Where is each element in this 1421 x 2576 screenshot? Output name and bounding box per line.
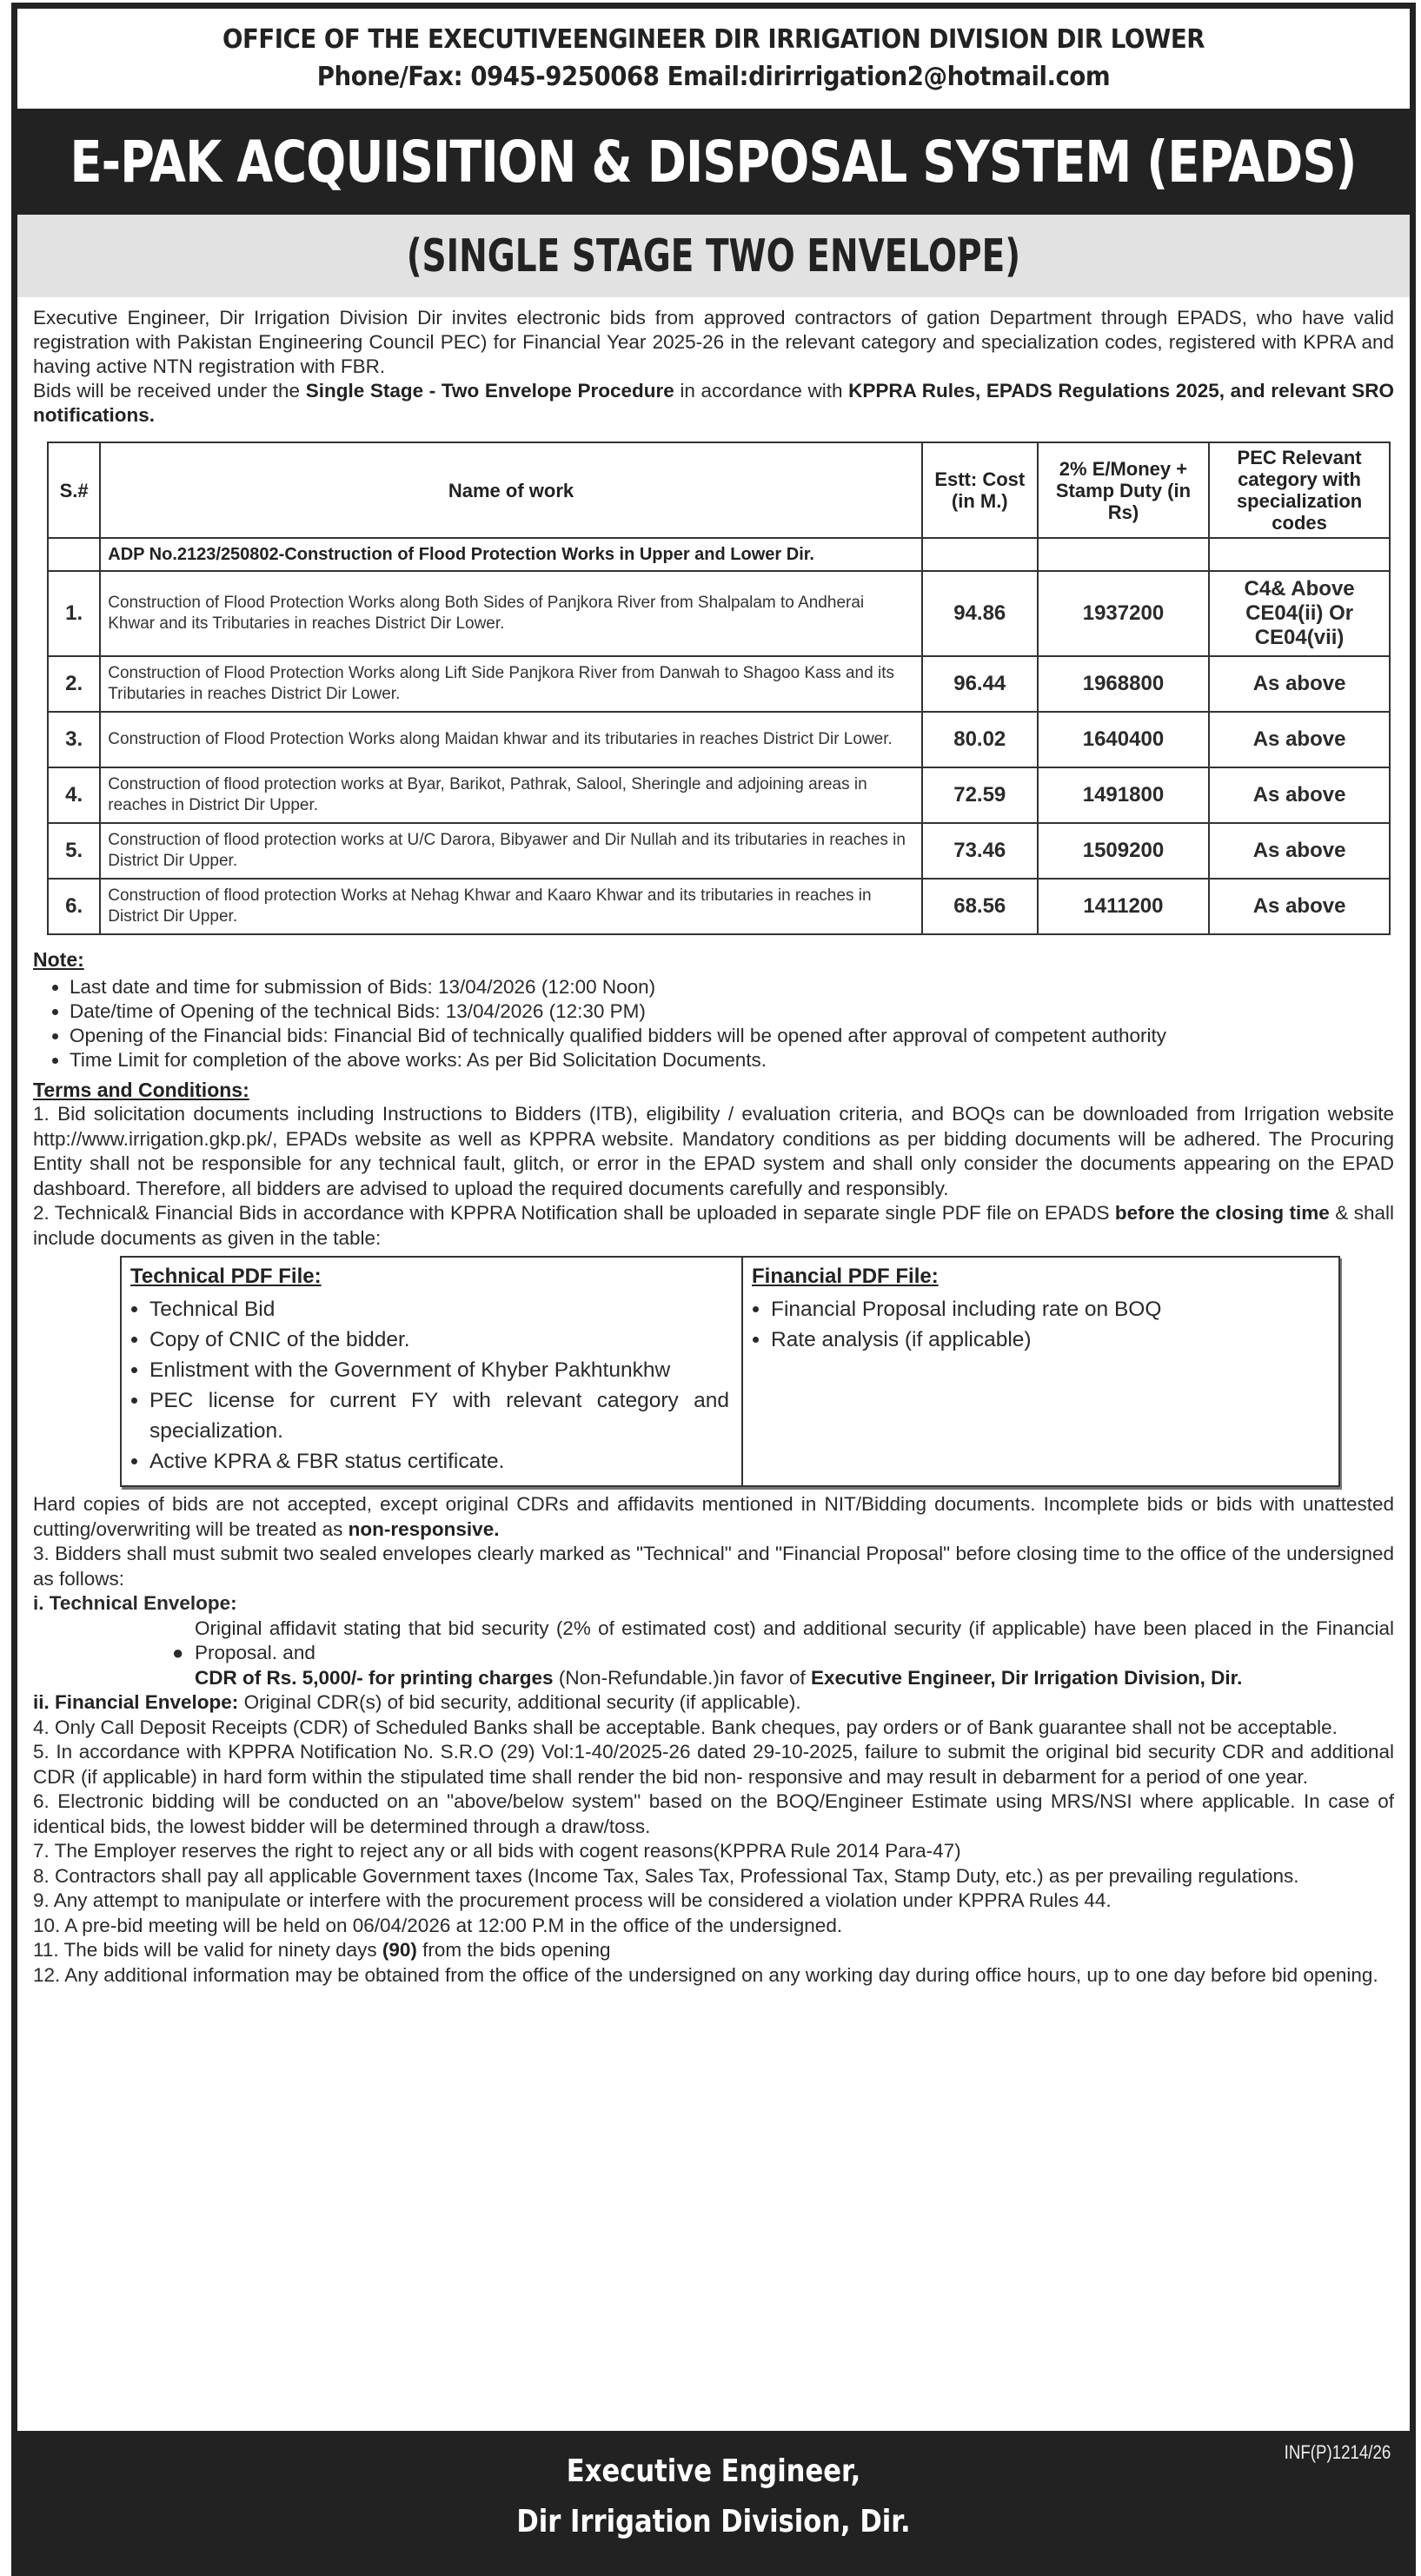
financial-pdf-item: • Rate analysis (if applicable) (771, 1325, 1326, 1355)
office-header (17, 9, 1410, 109)
note-item: • Opening of the Financial bids: Financial Bid of technically qualified bidders will be opened after approval of competent authority (70, 1024, 1394, 1048)
col-header-pec: PEC Relevant category with specialization codes (1209, 442, 1390, 538)
advertisement-frame (11, 3, 1416, 2576)
term-3: 3. Bidders shall must submit two sealed envelopes clearly marked as "Technical" and "Financial Proposal" before closing time to the office of the undersigned as follows: (33, 1543, 1394, 1590)
technical-pdf-item: • Technical Bid (149, 1294, 729, 1325)
office-contact: Phone/Fax: 0945-9250068 Email:dirirrigation2@hotmail.com (316, 62, 1111, 92)
notice-body (17, 297, 1410, 1988)
terms-section (33, 1102, 1394, 1988)
procedure-title: (SINGLE STAGE TWO ENVELOPE) (406, 229, 1021, 282)
adp-row (48, 538, 1390, 571)
col-header-money: 2% E/Money + Stamp Duty (in Rs) (1038, 442, 1209, 538)
reference-number: INF(P)1214/26 (1284, 2441, 1391, 2463)
terms-heading: Terms and Conditions: (33, 1079, 249, 1101)
table-row: 2. Construction of Flood Protection Works along Lift Side Panjkora River from Danwah to Shagoo Kass and its Tributaries in reaches District Dir Lower. 96.44 1968800 As above (48, 656, 1390, 712)
table-header-row (48, 442, 1390, 538)
term-9: 9. Any attempt to manipulate or interfere with the procurement process will be considered a violation under KPPRA Rules 44. (33, 1889, 1112, 1911)
term-4: 4. Only Call Deposit Receipts (CDR) of Scheduled Banks shall be acceptable. Bank cheques, pay orders or of Bank guarantee shall not be acceptable. (33, 1716, 1338, 1738)
technical-envelope-heading: i. Technical Envelope: (33, 1592, 237, 1614)
col-header-sn: S.# (48, 442, 100, 538)
financial-envelope-paragraph: ii. Financial Envelope: Original CDR(s) of bid security, additional security (if applicable). (33, 1691, 801, 1713)
notes-list (33, 975, 1394, 1072)
signatory-title: Executive Engineer, (566, 2453, 861, 2489)
term-2: 2. Technical& Financial Bids in accordance with KPPRA Notification shall be uploaded in separate single PDF file on EPADS before the closing time & shall include documents as given in the table: (33, 1202, 1394, 1249)
epads-banner (17, 109, 1410, 215)
col-header-cost: Estt: Cost (in M.) (922, 442, 1038, 538)
technical-pdf-column (122, 1258, 743, 1485)
intro-paragraph: Executive Engineer, Dir Irrigation Division Dir invites electronic bids from approved contractors of gation Department through EPADS, who have valid registration with Pakistan Engineering Council PEC) for Financial Year 2025-26 in the relevant category and specialization codes, registered with KPRA and having active NTN registration with FBR. Bids will be received under the Single Stage - Two Envelope Procedure in accordance with KPPRA Rules, EPADS Regulations 2025, and relevant SRO notifications. (33, 307, 1394, 426)
financial-pdf-item: • Financial Proposal including rate on BOQ (771, 1294, 1326, 1325)
signatory-office: Dir Irrigation Division, Dir. (516, 2504, 911, 2539)
technical-envelope-item: ● Original affidavit stating that bid security (2% of estimated cost) and additional security (if applicable) have been placed in the Financial Proposal. and CDR of Rs. 5,000/- for printing charges (Non-Refundable.)in favor of Executive Engineer, Dir Irrigation Division, Dir. (172, 1617, 1394, 1691)
col-header-name: Name of work (100, 442, 922, 538)
banner-title: E-PAK ACQUISITION & DISPOSAL SYSTEM (EPADS) (70, 128, 1358, 196)
table-row: 1. Construction of Flood Protection Works along Both Sides of Panjkora River from Shalpalam to Andherai Khwar and its Tributaries in reaches District Dir Lower. 94.86 1937200 C4& Above CE04(ii) Or CE04(vii) (48, 571, 1390, 656)
notes-heading: Note: (33, 948, 84, 971)
term-10: 10. A pre-bid meeting will be held on 06/04/2026 at 12:00 P.M in the office of the undersigned. (33, 1914, 843, 1936)
hardcopy-paragraph: Hard copies of bids are not accepted, except original CDRs and affidavits mentioned in NIT/Bidding documents. Incomplete bids or bids with unattested cutting/overwriting will be treated as non-responsive. (33, 1493, 1394, 1540)
financial-pdf-title: Financial PDF File: (752, 1265, 939, 1288)
technical-pdf-item: • Enlistment with the Government of Khyber Pakhtunkhw (149, 1355, 729, 1385)
bullet-icon: ● (172, 1642, 184, 1664)
works-table (47, 442, 1391, 935)
term-5: 5. In accordance with KPPRA Notification No. S.R.O (29) Vol:1-40/2025-26 dated 29-10-2025, failure to submit the original bid security CDR and additional CDR (if applicable) in hard form within the stipulated time shall render the bid non- responsive and may result in debarment for a period of one year. (33, 1741, 1394, 1788)
term-7: 7. The Employer reserves the right to reject any or all bids with cogent reasons(KPPRA Rule 2014 Para-47) (33, 1840, 961, 1862)
technical-pdf-item: • Copy of CNIC of the bidder. (149, 1325, 729, 1355)
office-title: OFFICE OF THE EXECUTIVEENGINEER DIR IRRIGATION DIVISION DIR LOWER (222, 24, 1205, 55)
note-item: • Last date and time for submission of Bids: 13/04/2026 (12:00 Noon) (70, 975, 1394, 999)
table-row: 6. Construction of flood protection Works at Nehag Khwar and Kaaro Khwar and its tributaries in reaches in District Dir Upper. 68.56 1411200 As above (48, 879, 1390, 934)
technical-pdf-title: Technical PDF File: (130, 1265, 322, 1288)
term-8: 8. Contractors shall pay all applicable Government taxes (Income Tax, Sales Tax, Professional Tax, Stamp Duty, etc.) as per prevailing regulations. (33, 1864, 1299, 1887)
financial-pdf-column (743, 1258, 1338, 1485)
table-row: 4. Construction of flood protection works at Byar, Barikot, Pathrak, Salool, Sheringle and adjoining areas in reaches in District Dir Upper. 72.59 1491800 As above (48, 767, 1390, 823)
technical-pdf-item: • Active KPRA & FBR status certificate. (149, 1446, 729, 1477)
term-11: 11. The bids will be valid for ninety days (90) from the bids opening (33, 1939, 611, 1961)
note-item: • Date/time of Opening of the technical Bids: 13/04/2026 (12:30 PM) (70, 999, 1394, 1024)
term-1: 1. Bid solicitation documents including Instructions to Bidders (ITB), eligibility / evaluation criteria, and BOQs can be downloaded from Irrigation website http://www.irrigation.gkp.pk/, EPADs website as well as KPPRA website. Mandatory conditions as per bidding documents will be adhered. The Procuring Entity shall not be responsible for any technical fault, glitch, or error in the EPAD system and shall only consider the documents appearing on the EPAD dashboard. Therefore, all bidders are advised to upload the required documents carefully and responsibly. (33, 1103, 1394, 1199)
procedure-banner (17, 215, 1410, 297)
signature-footer (17, 2431, 1410, 2570)
term-12: 12. Any additional information may be obtained from the office of the undersigned on any working day during office hours, up to one day before bid opening. (33, 1963, 1378, 1986)
table-row: 5. Construction of flood protection works at U/C Darora, Bibyawer and Dir Nullah and its tributaries in reaches in District Dir Upper. 73.46 1509200 As above (48, 823, 1390, 879)
technical-pdf-item: • PEC license for current FY with relevant category and specialization. (149, 1385, 729, 1446)
adp-title: ADP No.2123/250802-Construction of Flood Protection Works in Upper and Lower Dir. (100, 538, 922, 571)
signatory-block (17, 2447, 1410, 2547)
note-item: • Time Limit for completion of the above works: As per Bid Solicitation Documents. (70, 1048, 1394, 1072)
term-6: 6. Electronic bidding will be conducted on an "above/below system" based on the BOQ/Engineer Estimate using MRS/NSI where applicable. In case of identical bids, the lowest bidder will be determined through a draw/toss. (33, 1790, 1394, 1837)
pdf-requirements-box (120, 1256, 1340, 1487)
table-row: 3. Construction of Flood Protection Works along Maidan khwar and its tributaries in reaches District Dir Lower. 80.02 1640400 As above (48, 712, 1390, 767)
